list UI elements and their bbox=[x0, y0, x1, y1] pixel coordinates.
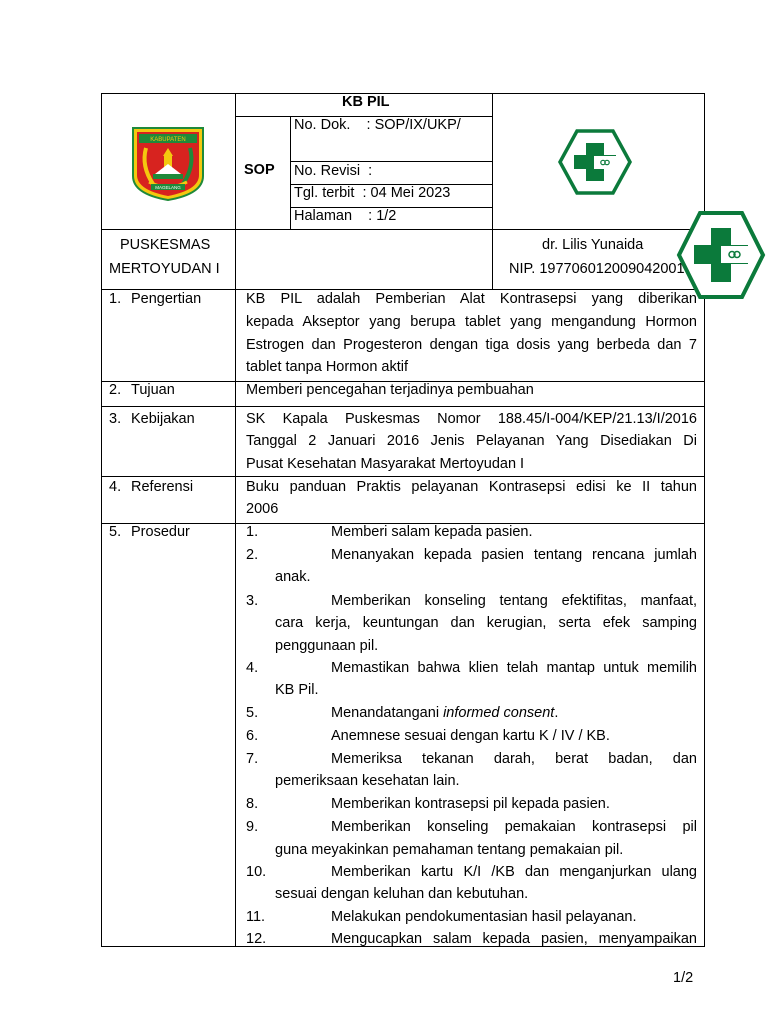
step-number: 7. bbox=[246, 751, 259, 767]
step-text-emphasis: informed consent bbox=[443, 705, 555, 721]
section-text-line: tablet tanpa Hormon aktif bbox=[246, 359, 409, 375]
step-number: 11. bbox=[246, 909, 266, 925]
section-label: Tujuan bbox=[131, 382, 175, 398]
no-revisi: No. Revisi : bbox=[294, 163, 373, 179]
step-number: 5. bbox=[246, 705, 259, 721]
tgl-terbit: Tgl. terbit : 04 Mei 2023 bbox=[294, 185, 451, 201]
signer-nip: NIP. 197706012009042001 bbox=[509, 261, 685, 277]
puskesmas-stamp-icon bbox=[676, 210, 766, 300]
step-text: Memberikan kartu K/I /KB dan menganjurkan ulang bbox=[331, 864, 697, 880]
section-label: Prosedur bbox=[131, 524, 190, 540]
step-number: 9. bbox=[246, 819, 259, 835]
step-text: Menanyakan kepada pasien tentang rencana jumlah bbox=[331, 547, 697, 563]
step-number: 1. bbox=[246, 524, 259, 540]
step-text-part: Menandatangani bbox=[331, 705, 444, 721]
section-text-line: Buku panduan Praktis pelayanan Kontrasepsi edisi ke II tahun bbox=[246, 479, 697, 495]
step-text: Melakukan pendokumentasian hasil pelayanan. bbox=[331, 909, 637, 925]
svg-text:MAGELANG: MAGELANG bbox=[155, 185, 181, 190]
no-dok: No. Dok. : SOP/IX/UKP/ bbox=[294, 117, 461, 133]
step-number: 3. bbox=[246, 593, 259, 609]
section-number: 2. bbox=[109, 382, 122, 398]
step-text-cont: anak. bbox=[275, 569, 311, 585]
step-text-cont: pemeriksaan kesehatan lain. bbox=[275, 773, 460, 789]
step-text: Memastikan bahwa klien telah mantap untuk memilih bbox=[331, 660, 697, 676]
step-number: 4. bbox=[246, 660, 259, 676]
page-number: 1/2 bbox=[673, 970, 694, 986]
step-number: 2. bbox=[246, 547, 259, 563]
org-name-line1: PUSKESMAS bbox=[120, 237, 211, 253]
section-label: Referensi bbox=[131, 479, 194, 495]
section-number: 1. bbox=[109, 291, 122, 307]
section-text-line: 2006 bbox=[246, 501, 279, 517]
org-name-line2: MERTOYUDAN I bbox=[109, 261, 220, 277]
step-text-cont: guna meyakinkan pemahaman tentang pemakaian pil. bbox=[275, 842, 624, 858]
step-number: 12. bbox=[246, 931, 267, 947]
sop-label: SOP bbox=[244, 162, 275, 178]
step-text-cont: KB Pil. bbox=[275, 682, 319, 698]
section-number: 4. bbox=[109, 479, 122, 495]
halaman: Halaman : 1/2 bbox=[294, 208, 397, 224]
step-text: Memberikan kontrasepsi pil kepada pasien. bbox=[331, 796, 610, 812]
kabupaten-magelang-emblem-icon bbox=[131, 126, 205, 202]
step-number: 8. bbox=[246, 796, 259, 812]
section-text-line: KB PIL adalah Pemberian Alat Kontrasepsi yang diberikan bbox=[246, 291, 697, 307]
section-number: 5. bbox=[109, 524, 122, 540]
step-text: Memberi salam kepada pasien. bbox=[331, 524, 533, 540]
document-title: KB PIL bbox=[342, 94, 390, 110]
step-text bbox=[331, 703, 558, 723]
puskesmas-logo-icon bbox=[558, 129, 632, 195]
step-text-part: . bbox=[554, 705, 559, 721]
section-text-line: Tanggal 2 Januari 2016 Jenis Pelayanan Yang Disediakan Di bbox=[246, 433, 697, 449]
section-number: 3. bbox=[109, 411, 122, 427]
section-text-line: SK Kapala Puskesmas Nomor 188.45/I-004/KEP/21.13/I/2016 bbox=[246, 411, 697, 427]
svg-text:KABUPATEN: KABUPATEN bbox=[150, 137, 186, 143]
step-text: Memberikan konseling tentang efektifitas, manfaat, bbox=[331, 593, 697, 609]
step-text-cont: sesuai dengan keluhan dan kebutuhan. bbox=[275, 886, 529, 902]
section-label: Pengertian bbox=[131, 291, 202, 307]
step-text: Mengucapkan salam kepada pasien, menyampaikan bbox=[331, 931, 697, 947]
step-text: Memeriksa tekanan darah, berat badan, dan bbox=[331, 751, 697, 767]
step-text-cont: penggunaan pil. bbox=[275, 638, 379, 654]
section-text-line: kepada Akseptor yang berupa tablet yang mengandung Hormon bbox=[246, 314, 697, 330]
section-label: Kebijakan bbox=[131, 411, 195, 427]
step-text: Anemnese sesuai dengan kartu K / IV / KB. bbox=[331, 728, 610, 744]
signer-name: dr. Lilis Yunaida bbox=[542, 237, 644, 253]
step-number: 6. bbox=[246, 728, 259, 744]
section-text-line: Memberi pencegahan terjadinya pembuahan bbox=[246, 382, 534, 398]
section-text-line: Pusat Kesehatan Masyarakat Mertoyudan I bbox=[246, 456, 525, 472]
section-text-line: Estrogen dan Progesteron dengan tiga dosis yang berbeda dan 7 bbox=[246, 337, 697, 353]
step-text: Memberikan konseling pemakaian kontrasepsi pil bbox=[331, 819, 697, 835]
step-number: 10. bbox=[246, 864, 267, 880]
step-text-cont: cara kerja, keuntungan dan kerugian, serta efek samping bbox=[275, 615, 697, 631]
